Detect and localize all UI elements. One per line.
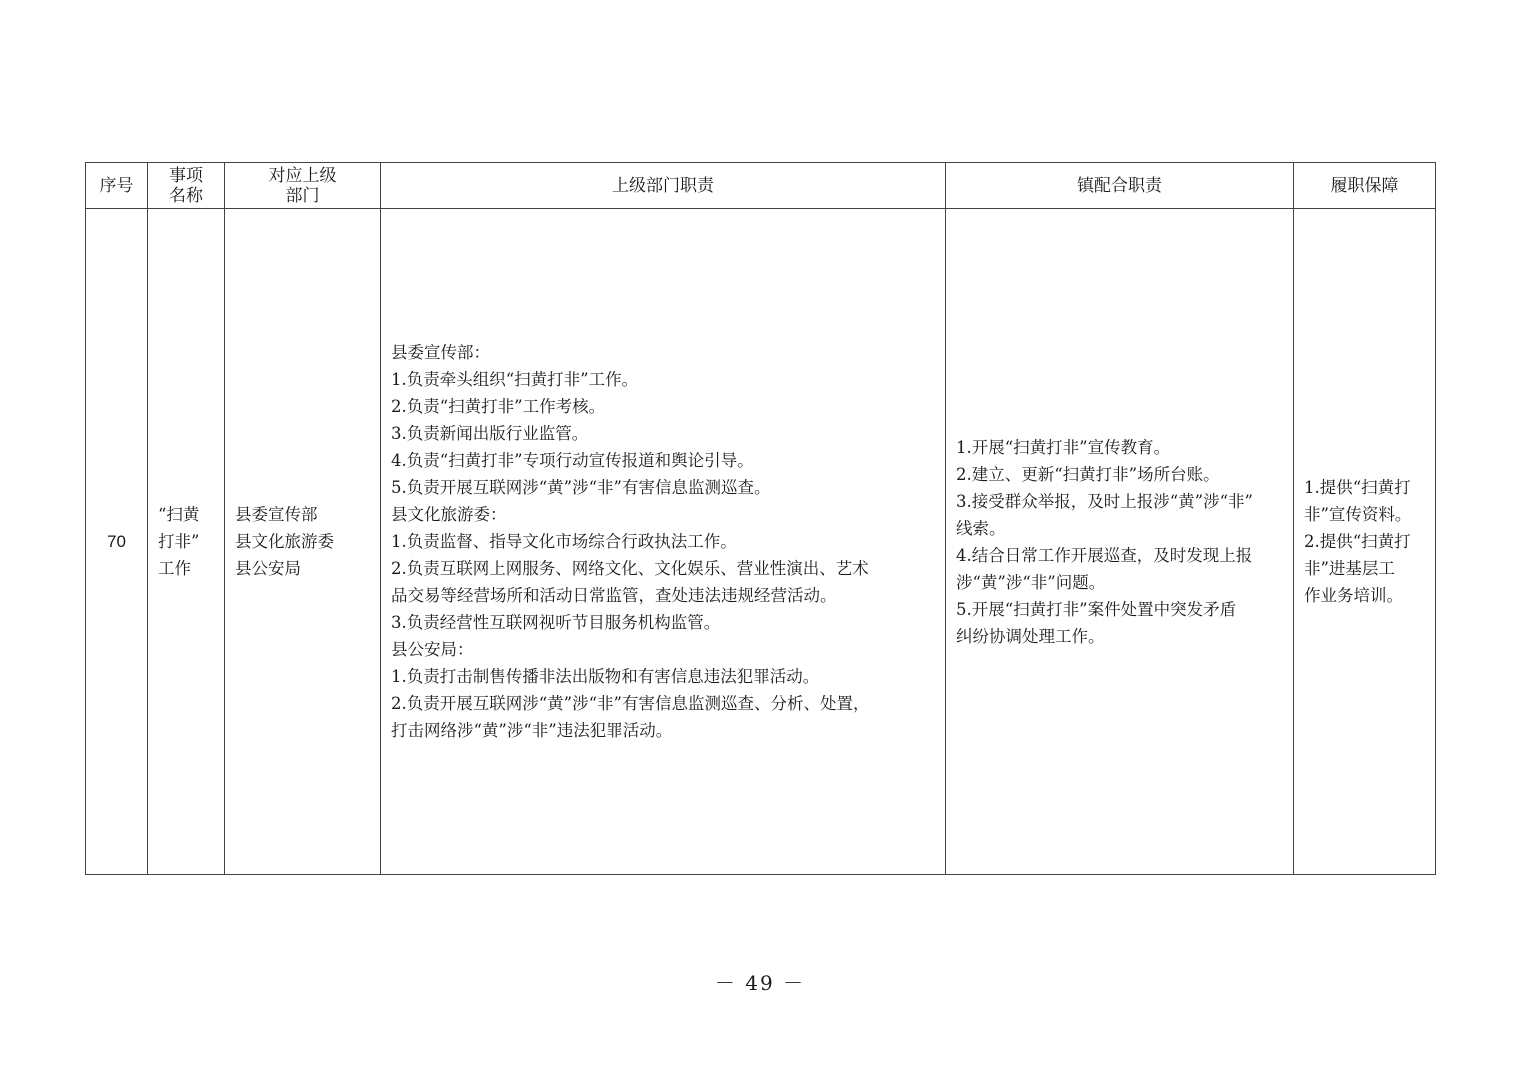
upper-duty-line: 1.负责牵头组织“扫黄打非”工作。 bbox=[391, 370, 639, 389]
table-row bbox=[86, 209, 1436, 875]
upper-dept-line: 县公安局 bbox=[235, 559, 301, 578]
header-upper-dept bbox=[225, 163, 381, 209]
cell-town-duties bbox=[946, 209, 1294, 875]
header-row bbox=[86, 163, 1436, 209]
upper-dept-line: 县委宣传部 bbox=[235, 505, 318, 524]
duty-table bbox=[85, 162, 1436, 875]
upper-duty-line: 品交易等经营场所和活动日常监管，查处违法违规经营活动。 bbox=[391, 586, 837, 605]
cell-upper-duties bbox=[381, 209, 946, 875]
cell-guarantee bbox=[1294, 209, 1436, 875]
header-seq: 序号 bbox=[86, 163, 148, 209]
upper-duty-line: 2.负责开展互联网涉“黄”涉“非”有害信息监测巡查、分析、处置， bbox=[391, 694, 870, 713]
upper-duty-line: 3.负责经营性互联网视听节目服务机构监管。 bbox=[391, 613, 721, 632]
town-duty-line: 3.接受群众举报，及时上报涉“黄”涉“非” bbox=[956, 491, 1253, 511]
cell-item-name bbox=[148, 209, 225, 875]
guarantee-line: 作业务培训。 bbox=[1304, 586, 1403, 605]
page-number: － 49 － bbox=[714, 971, 806, 995]
upper-duty-line: 3.负责新闻出版行业监管。 bbox=[391, 424, 589, 443]
upper-duty-line: 县委宣传部： bbox=[391, 343, 490, 362]
item-name-line: 打非” bbox=[158, 532, 200, 551]
header-guarantee: 履职保障 bbox=[1294, 163, 1436, 209]
guarantee-line: 非”进基层工 bbox=[1304, 559, 1395, 578]
header-item-name-line: 名称 bbox=[169, 185, 203, 205]
upper-duty-line: 1.负责监督、指导文化市场综合行政执法工作。 bbox=[391, 532, 737, 551]
upper-duty-line: 2.负责互联网上网服务、网络文化、文化娱乐、营业性演出、艺术 bbox=[391, 559, 869, 578]
town-duty-line: 2.建立、更新“扫黄打非”场所台账。 bbox=[956, 464, 1220, 484]
upper-duty-line: 5.负责开展互联网涉“黄”涉“非”有害信息监测巡查。 bbox=[391, 478, 771, 497]
town-duty-line: 纠纷协调处理工作。 bbox=[956, 626, 1105, 646]
town-duty-line: 4.结合日常工作开展巡查，及时发现上报 bbox=[956, 545, 1253, 565]
town-duty-line: 线索。 bbox=[956, 518, 1006, 538]
town-duty-line: 5.开展“扫黄打非”案件处置中突发矛盾 bbox=[956, 599, 1237, 619]
header-upper-duties: 上级部门职责 bbox=[381, 163, 946, 209]
cell-upper-dept bbox=[225, 209, 381, 875]
upper-duty-line: 打击网络涉“黄”涉“非”违法犯罪活动。 bbox=[391, 721, 673, 740]
town-duty-line: 1.开展“扫黄打非”宣传教育。 bbox=[956, 437, 1171, 457]
item-name-line: “扫黄 bbox=[158, 505, 200, 524]
guarantee-line: 2.提供“扫黄打 bbox=[1304, 532, 1411, 551]
upper-duty-line: 1.负责打击制售传播非法出版物和有害信息违法犯罪活动。 bbox=[391, 667, 820, 686]
upper-duty-line: 4.负责“扫黄打非”专项行动宣传报道和舆论引导。 bbox=[391, 451, 754, 470]
header-upper-dept-line: 部门 bbox=[285, 185, 320, 205]
header-item-name-line: 事项 bbox=[169, 165, 203, 185]
upper-duty-line: 县公安局： bbox=[391, 640, 474, 659]
header-upper-dept-line: 对应上级 bbox=[268, 165, 337, 185]
guarantee-line: 非”宣传资料。 bbox=[1304, 505, 1412, 524]
header-item-name bbox=[148, 163, 225, 209]
upper-duty-line: 2.负责“扫黄打非”工作考核。 bbox=[391, 397, 606, 416]
town-duty-line: 涉“黄”涉“非”问题。 bbox=[956, 572, 1106, 592]
item-name-line: 工作 bbox=[158, 559, 191, 578]
header-town-duties: 镇配合职责 bbox=[946, 163, 1294, 209]
upper-dept-line: 县文化旅游委 bbox=[235, 532, 334, 551]
cell-seq: 70 bbox=[86, 209, 148, 875]
upper-duty-line: 县文化旅游委： bbox=[391, 505, 507, 524]
guarantee-line: 1.提供“扫黄打 bbox=[1304, 478, 1411, 497]
